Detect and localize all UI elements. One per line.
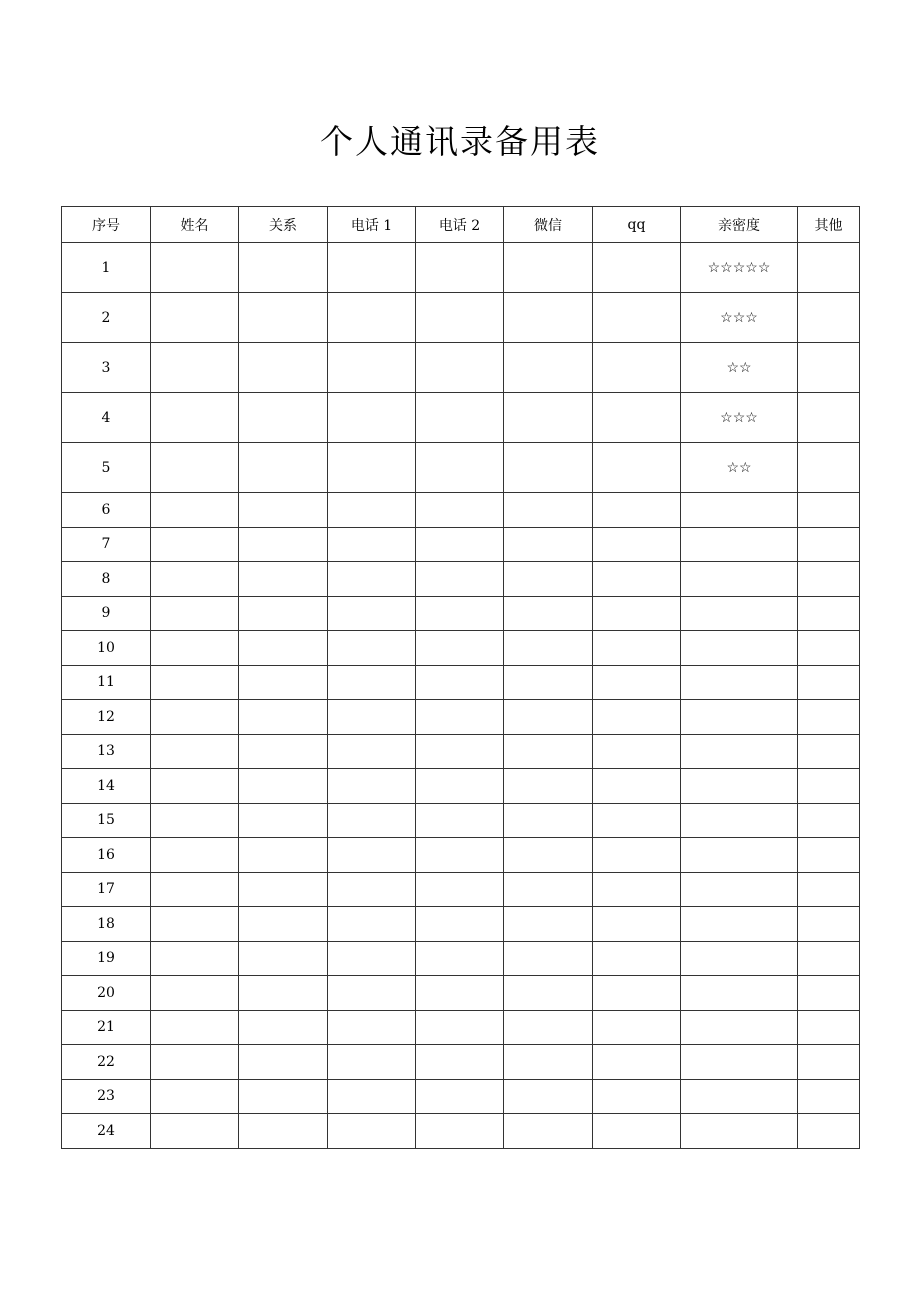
- cell-phone2[interactable]: [416, 596, 504, 631]
- cell-phone1[interactable]: [328, 562, 416, 597]
- row-index: 7: [62, 527, 151, 562]
- cell-qq[interactable]: [593, 243, 681, 293]
- cell-relation[interactable]: [239, 1114, 328, 1149]
- cell-qq[interactable]: [593, 631, 681, 666]
- cell-phone1[interactable]: [328, 941, 416, 976]
- cell-phone1[interactable]: [328, 1045, 416, 1080]
- cell-wechat[interactable]: [504, 343, 593, 393]
- cell-wechat[interactable]: [504, 596, 593, 631]
- cell-other[interactable]: [798, 527, 860, 562]
- cell-phone1[interactable]: [328, 734, 416, 769]
- cell-name[interactable]: [151, 493, 239, 528]
- cell-qq[interactable]: [593, 907, 681, 942]
- cell-name[interactable]: [151, 838, 239, 873]
- cell-intimacy[interactable]: [681, 941, 798, 976]
- cell-name[interactable]: [151, 1114, 239, 1149]
- cell-intimacy[interactable]: ☆☆☆: [681, 393, 798, 443]
- cell-name[interactable]: [151, 443, 239, 493]
- page-title: 个人通讯录备用表: [320, 122, 600, 161]
- cell-phone1[interactable]: [328, 343, 416, 393]
- row-index: 10: [62, 631, 151, 666]
- cell-phone2[interactable]: [416, 872, 504, 907]
- cell-name[interactable]: [151, 562, 239, 597]
- table-row: [62, 393, 860, 443]
- cell-phone2[interactable]: [416, 700, 504, 735]
- cell-relation[interactable]: [239, 976, 328, 1011]
- cell-relation[interactable]: [239, 872, 328, 907]
- row-index: 15: [62, 803, 151, 838]
- cell-other[interactable]: [798, 1045, 860, 1080]
- cell-phone1[interactable]: [328, 907, 416, 942]
- row-index: 23: [62, 1079, 151, 1114]
- cell-phone1[interactable]: [328, 1114, 416, 1149]
- table-row: [62, 493, 860, 528]
- table-row: [62, 596, 860, 631]
- cell-relation[interactable]: [239, 293, 328, 343]
- contacts-table: [61, 206, 860, 1149]
- row-index: 3: [62, 343, 151, 393]
- cell-relation[interactable]: [239, 1079, 328, 1114]
- cell-phone2[interactable]: [416, 769, 504, 804]
- table-row: [62, 700, 860, 735]
- cell-phone2[interactable]: [416, 665, 504, 700]
- cell-qq[interactable]: [593, 343, 681, 393]
- cell-phone1[interactable]: [328, 872, 416, 907]
- cell-wechat[interactable]: [504, 562, 593, 597]
- row-index: 17: [62, 872, 151, 907]
- cell-intimacy[interactable]: [681, 1010, 798, 1045]
- cell-phone2[interactable]: [416, 907, 504, 942]
- row-index: 18: [62, 907, 151, 942]
- cell-name[interactable]: [151, 631, 239, 666]
- cell-other[interactable]: [798, 976, 860, 1011]
- cell-qq[interactable]: [593, 562, 681, 597]
- cell-relation[interactable]: [239, 631, 328, 666]
- cell-intimacy[interactable]: [681, 838, 798, 873]
- table-row: [62, 769, 860, 804]
- cell-wechat[interactable]: [504, 907, 593, 942]
- table-row: [62, 976, 860, 1011]
- cell-qq[interactable]: [593, 1114, 681, 1149]
- cell-phone1[interactable]: [328, 596, 416, 631]
- cell-name[interactable]: [151, 1079, 239, 1114]
- row-index: 12: [62, 700, 151, 735]
- row-index: 11: [62, 665, 151, 700]
- cell-intimacy[interactable]: [681, 665, 798, 700]
- table-row: [62, 527, 860, 562]
- cell-wechat[interactable]: [504, 1079, 593, 1114]
- cell-intimacy[interactable]: [681, 562, 798, 597]
- cell-intimacy[interactable]: [681, 803, 798, 838]
- cell-relation[interactable]: [239, 443, 328, 493]
- cell-other[interactable]: [798, 1010, 860, 1045]
- cell-other[interactable]: [798, 343, 860, 393]
- cell-qq[interactable]: [593, 1079, 681, 1114]
- col-header-phone2: 电话 2: [416, 207, 504, 243]
- cell-other[interactable]: [798, 393, 860, 443]
- cell-phone1[interactable]: [328, 1010, 416, 1045]
- cell-name[interactable]: [151, 941, 239, 976]
- cell-name[interactable]: [151, 596, 239, 631]
- row-index: 16: [62, 838, 151, 873]
- cell-intimacy[interactable]: [681, 700, 798, 735]
- cell-phone2[interactable]: [416, 1114, 504, 1149]
- cell-other[interactable]: [798, 803, 860, 838]
- table-row: [62, 631, 860, 666]
- row-index: 8: [62, 562, 151, 597]
- cell-intimacy[interactable]: [681, 1114, 798, 1149]
- cell-qq[interactable]: [593, 734, 681, 769]
- cell-intimacy[interactable]: [681, 1045, 798, 1080]
- cell-relation[interactable]: [239, 941, 328, 976]
- cell-wechat[interactable]: [504, 493, 593, 528]
- cell-phone2[interactable]: [416, 631, 504, 666]
- cell-qq[interactable]: [593, 393, 681, 443]
- cell-wechat[interactable]: [504, 1010, 593, 1045]
- cell-wechat[interactable]: [504, 631, 593, 666]
- cell-qq[interactable]: [593, 838, 681, 873]
- cell-relation[interactable]: [239, 243, 328, 293]
- col-header-other: 其他: [798, 207, 860, 243]
- cell-name[interactable]: [151, 665, 239, 700]
- cell-phone2[interactable]: [416, 1010, 504, 1045]
- cell-other[interactable]: [798, 838, 860, 873]
- cell-wechat[interactable]: [504, 243, 593, 293]
- cell-name[interactable]: [151, 734, 239, 769]
- cell-phone1[interactable]: [328, 1079, 416, 1114]
- cell-name[interactable]: [151, 803, 239, 838]
- cell-wechat[interactable]: [504, 393, 593, 443]
- cell-phone2[interactable]: [416, 941, 504, 976]
- row-index: 6: [62, 493, 151, 528]
- cell-intimacy[interactable]: [681, 907, 798, 942]
- cell-other[interactable]: [798, 631, 860, 666]
- row-index: 20: [62, 976, 151, 1011]
- cell-phone1[interactable]: [328, 527, 416, 562]
- cell-other[interactable]: [798, 872, 860, 907]
- table-row: [62, 1114, 860, 1149]
- cell-intimacy[interactable]: ☆☆☆: [681, 293, 798, 343]
- cell-phone1[interactable]: [328, 631, 416, 666]
- cell-intimacy[interactable]: [681, 769, 798, 804]
- cell-relation[interactable]: [239, 1045, 328, 1080]
- cell-other[interactable]: [798, 562, 860, 597]
- row-index: 24: [62, 1114, 151, 1149]
- col-header-intimacy: 亲密度: [681, 207, 798, 243]
- cell-name[interactable]: [151, 700, 239, 735]
- cell-phone2[interactable]: [416, 393, 504, 443]
- cell-wechat[interactable]: [504, 293, 593, 343]
- table-row: [62, 941, 860, 976]
- cell-name[interactable]: [151, 343, 239, 393]
- table-row: [62, 562, 860, 597]
- table-row: [62, 243, 860, 293]
- cell-intimacy[interactable]: ☆☆: [681, 443, 798, 493]
- cell-phone2[interactable]: [416, 734, 504, 769]
- cell-relation[interactable]: [239, 1010, 328, 1045]
- cell-intimacy[interactable]: [681, 872, 798, 907]
- table-row: [62, 343, 860, 393]
- header-row: [62, 207, 860, 243]
- cell-qq[interactable]: [593, 1010, 681, 1045]
- row-index: 2: [62, 293, 151, 343]
- cell-other[interactable]: [798, 243, 860, 293]
- cell-phone2[interactable]: [416, 1045, 504, 1080]
- table-row: [62, 803, 860, 838]
- cell-wechat[interactable]: [504, 941, 593, 976]
- cell-wechat[interactable]: [504, 1045, 593, 1080]
- row-index: 19: [62, 941, 151, 976]
- cell-name[interactable]: [151, 243, 239, 293]
- cell-wechat[interactable]: [504, 1114, 593, 1149]
- cell-name[interactable]: [151, 1010, 239, 1045]
- cell-relation[interactable]: [239, 734, 328, 769]
- cell-wechat[interactable]: [504, 443, 593, 493]
- cell-intimacy[interactable]: [681, 527, 798, 562]
- cell-intimacy[interactable]: [681, 734, 798, 769]
- cell-name[interactable]: [151, 393, 239, 443]
- cell-other[interactable]: [798, 769, 860, 804]
- cell-other[interactable]: [798, 734, 860, 769]
- row-index: 1: [62, 243, 151, 293]
- cell-phone1[interactable]: [328, 769, 416, 804]
- col-header-index: 序号: [62, 207, 151, 243]
- cell-intimacy[interactable]: [681, 1079, 798, 1114]
- cell-qq[interactable]: [593, 293, 681, 343]
- table-row: [62, 838, 860, 873]
- cell-qq[interactable]: [593, 665, 681, 700]
- cell-qq[interactable]: [593, 700, 681, 735]
- cell-phone1[interactable]: [328, 976, 416, 1011]
- cell-phone1[interactable]: [328, 700, 416, 735]
- cell-relation[interactable]: [239, 393, 328, 443]
- row-index: 5: [62, 443, 151, 493]
- row-index: 14: [62, 769, 151, 804]
- cell-phone2[interactable]: [416, 976, 504, 1011]
- cell-other[interactable]: [798, 596, 860, 631]
- cell-intimacy[interactable]: [681, 493, 798, 528]
- cell-phone1[interactable]: [328, 803, 416, 838]
- table-row: [62, 665, 860, 700]
- col-header-relation: 关系: [239, 207, 328, 243]
- table-row: [62, 872, 860, 907]
- cell-name[interactable]: [151, 293, 239, 343]
- cell-qq[interactable]: [593, 803, 681, 838]
- cell-qq[interactable]: [593, 941, 681, 976]
- cell-phone2[interactable]: [416, 243, 504, 293]
- cell-wechat[interactable]: [504, 769, 593, 804]
- cell-phone1[interactable]: [328, 393, 416, 443]
- table-row: [62, 1079, 860, 1114]
- cell-wechat[interactable]: [504, 872, 593, 907]
- cell-intimacy[interactable]: ☆☆: [681, 343, 798, 393]
- cell-phone1[interactable]: [328, 665, 416, 700]
- cell-relation[interactable]: [239, 838, 328, 873]
- cell-phone2[interactable]: [416, 1079, 504, 1114]
- cell-relation[interactable]: [239, 596, 328, 631]
- cell-wechat[interactable]: [504, 976, 593, 1011]
- cell-other[interactable]: [798, 941, 860, 976]
- col-header-name: 姓名: [151, 207, 239, 243]
- cell-relation[interactable]: [239, 562, 328, 597]
- cell-phone2[interactable]: [416, 443, 504, 493]
- cell-name[interactable]: [151, 907, 239, 942]
- cell-phone1[interactable]: [328, 493, 416, 528]
- cell-name[interactable]: [151, 976, 239, 1011]
- cell-wechat[interactable]: [504, 838, 593, 873]
- cell-intimacy[interactable]: [681, 596, 798, 631]
- cell-phone1[interactable]: [328, 443, 416, 493]
- cell-qq[interactable]: [593, 976, 681, 1011]
- row-index: 9: [62, 596, 151, 631]
- cell-qq[interactable]: [593, 493, 681, 528]
- cell-other[interactable]: [798, 1114, 860, 1149]
- cell-qq[interactable]: [593, 596, 681, 631]
- cell-qq[interactable]: [593, 527, 681, 562]
- cell-name[interactable]: [151, 769, 239, 804]
- cell-relation[interactable]: [239, 769, 328, 804]
- cell-relation[interactable]: [239, 803, 328, 838]
- cell-other[interactable]: [798, 1079, 860, 1114]
- cell-relation[interactable]: [239, 343, 328, 393]
- cell-qq[interactable]: [593, 443, 681, 493]
- cell-qq[interactable]: [593, 872, 681, 907]
- cell-wechat[interactable]: [504, 527, 593, 562]
- cell-phone2[interactable]: [416, 343, 504, 393]
- table-row: [62, 1010, 860, 1045]
- cell-phone2[interactable]: [416, 838, 504, 873]
- cell-intimacy[interactable]: ☆☆☆☆☆: [681, 243, 798, 293]
- cell-wechat[interactable]: [504, 734, 593, 769]
- table-row: [62, 1045, 860, 1080]
- cell-name[interactable]: [151, 527, 239, 562]
- cell-name[interactable]: [151, 1045, 239, 1080]
- row-index: 4: [62, 393, 151, 443]
- cell-wechat[interactable]: [504, 803, 593, 838]
- cell-other[interactable]: [798, 700, 860, 735]
- cell-other[interactable]: [798, 493, 860, 528]
- table-row: [62, 907, 860, 942]
- cell-wechat[interactable]: [504, 665, 593, 700]
- cell-relation[interactable]: [239, 527, 328, 562]
- table-row: [62, 443, 860, 493]
- cell-intimacy[interactable]: [681, 631, 798, 666]
- cell-qq[interactable]: [593, 769, 681, 804]
- cell-phone1[interactable]: [328, 838, 416, 873]
- col-header-qq: qq: [593, 207, 681, 243]
- cell-relation[interactable]: [239, 700, 328, 735]
- row-index: 13: [62, 734, 151, 769]
- table-row: [62, 734, 860, 769]
- col-header-wechat: 微信: [504, 207, 593, 243]
- cell-phone1[interactable]: [328, 293, 416, 343]
- cell-qq[interactable]: [593, 1045, 681, 1080]
- cell-wechat[interactable]: [504, 700, 593, 735]
- cell-phone2[interactable]: [416, 527, 504, 562]
- cell-intimacy[interactable]: [681, 976, 798, 1011]
- cell-phone2[interactable]: [416, 493, 504, 528]
- cell-name[interactable]: [151, 872, 239, 907]
- row-index: 22: [62, 1045, 151, 1080]
- cell-other[interactable]: [798, 293, 860, 343]
- table-row: [62, 293, 860, 343]
- cell-phone1[interactable]: [328, 243, 416, 293]
- cell-other[interactable]: [798, 665, 860, 700]
- cell-other[interactable]: [798, 443, 860, 493]
- cell-phone2[interactable]: [416, 293, 504, 343]
- cell-phone2[interactable]: [416, 803, 504, 838]
- cell-relation[interactable]: [239, 493, 328, 528]
- cell-relation[interactable]: [239, 907, 328, 942]
- cell-phone2[interactable]: [416, 562, 504, 597]
- row-index: 21: [62, 1010, 151, 1045]
- cell-relation[interactable]: [239, 665, 328, 700]
- col-header-phone1: 电话 1: [328, 207, 416, 243]
- cell-other[interactable]: [798, 907, 860, 942]
